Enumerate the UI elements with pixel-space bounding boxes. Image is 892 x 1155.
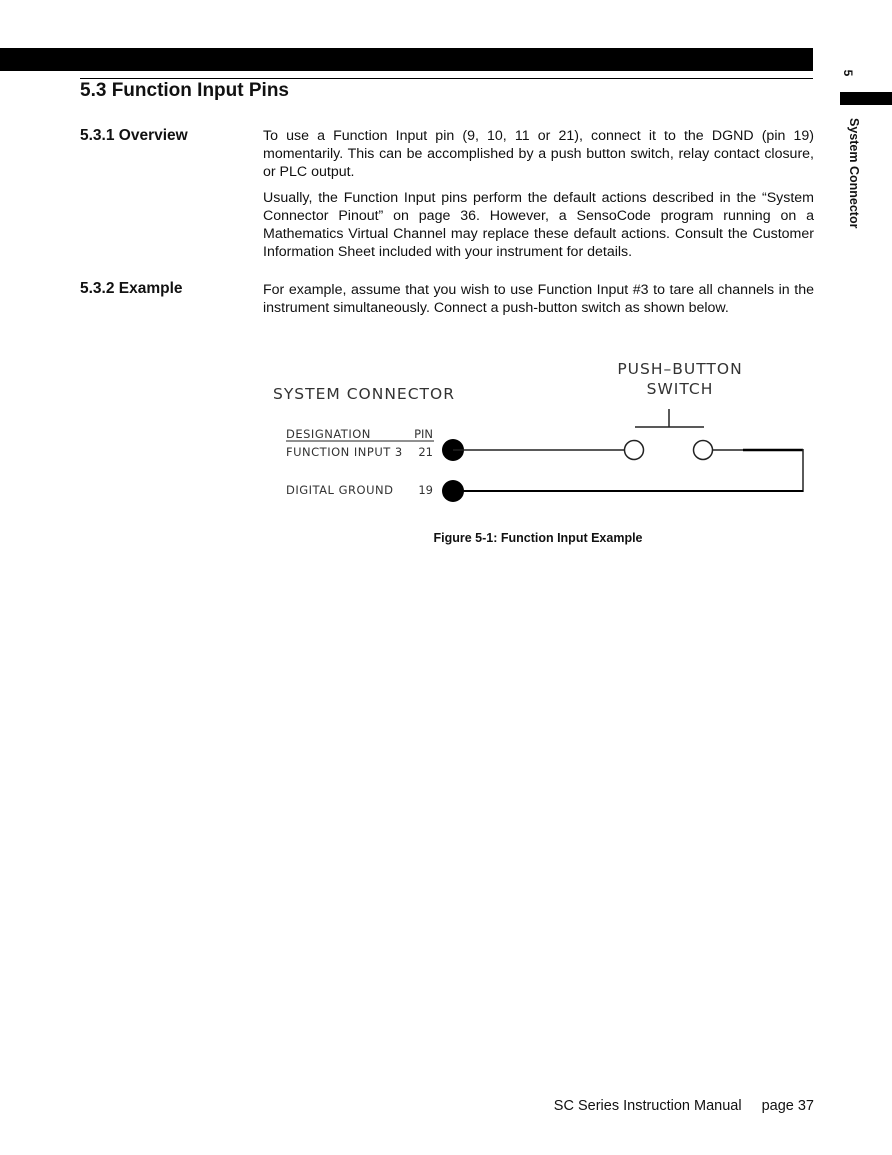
example-paragraph: For example, assume that you wish to use Function Input #3 to tare all channels in the instrument simultaneously. Connect a push-button switch as shown below. <box>263 282 814 316</box>
page-footer <box>554 1098 814 1114</box>
wiring-diagram <box>262 352 814 517</box>
connector-label: SYSTEM CONNECTOR <box>273 385 455 403</box>
function-input-label: FUNCTION INPUT 3 <box>286 445 403 459</box>
overview-paragraph-1: To use a Function Input pin (9, 10, 11 or 21), connect it to the DGND (pin 19) momentarily. This can be accomplished by a push button switch, relay contact closure, or PLC output. <box>263 128 814 180</box>
figure-caption: Figure 5-1: Function Input Example <box>433 531 643 545</box>
footer-manual-title: SC Series Instruction Manual <box>553 1098 742 1114</box>
overview-paragraph-2: Usually, the Function Input pins perform the default actions described in the “System Connector Pinout” on page 36. However, a SensoCode program running on a Mathematics Virtual Channel may replace these default actions. Consult the Customer Information Sheet included with your instrument for details. <box>263 190 814 260</box>
header-rule <box>80 78 813 79</box>
switch-label-line1: PUSH–BUTTON <box>617 360 743 378</box>
switch-contact-left <box>625 441 644 460</box>
switch-label-line2: SWITCH <box>646 380 714 398</box>
function-input-pin: 21 <box>418 445 433 459</box>
example-heading: 5.3.2 Example <box>80 280 183 297</box>
footer-page-number: page 37 <box>761 1098 814 1114</box>
chapter-number: 5 <box>841 69 855 77</box>
switch-contact-right <box>694 441 713 460</box>
pin-column-header: PIN <box>414 427 433 441</box>
digital-ground-pin: 19 <box>418 483 433 497</box>
digital-ground-label: DIGITAL GROUND <box>286 483 394 497</box>
chapter-tab <box>840 92 892 105</box>
chapter-title: System Connector <box>847 118 861 229</box>
section-title: 5.3 Function Input Pins <box>80 80 289 101</box>
overview-heading: 5.3.1 Overview <box>80 127 188 144</box>
header-bar <box>0 48 813 71</box>
designation-column-header: DESIGNATION <box>286 427 371 441</box>
